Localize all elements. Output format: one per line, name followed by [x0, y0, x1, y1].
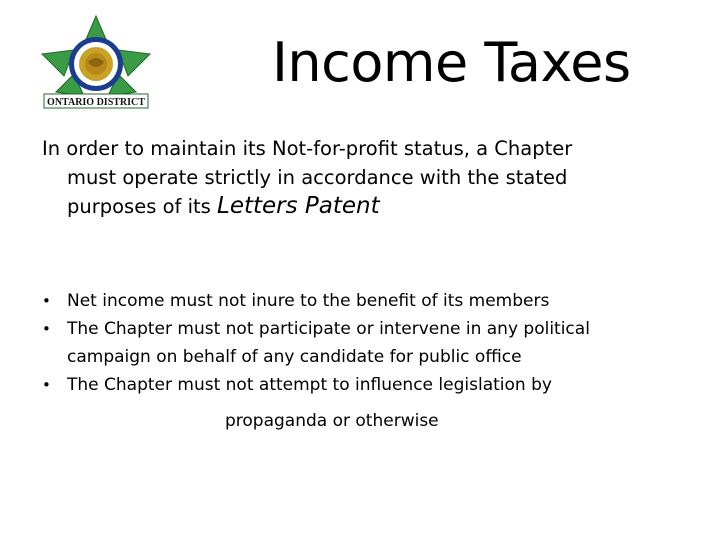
intro-line-3 — [42, 192, 692, 221]
list-item-text-continued: campaign on behalf of any candidate for public office — [67, 347, 522, 367]
bullet-marker: • — [42, 320, 51, 338]
list-item-text: The Chapter must not attempt to influence legislation by — [67, 375, 552, 395]
logo-text: ONTARIO DISTRICT — [47, 97, 145, 108]
intro-line-1: In order to maintain its Not-for-profit status, a Chapter — [42, 137, 573, 160]
list-item-text: Net income must not inure to the benefit of its members — [67, 291, 550, 311]
letters-patent-emphasis: Letters Patent — [217, 193, 380, 219]
ontario-district-logo — [34, 14, 158, 114]
bullet-marker: • — [42, 292, 51, 310]
intro-line-3-prefix: purposes of its — [67, 195, 217, 218]
list-item-text: The Chapter must not participate or intervene in any political — [67, 319, 590, 339]
intro-paragraph — [42, 134, 692, 221]
bullet-marker: • — [42, 376, 51, 394]
requirements-list — [42, 287, 692, 435]
list-item — [42, 315, 692, 371]
list-item-text-continued: propaganda or otherwise — [225, 411, 439, 431]
list-item — [42, 371, 692, 435]
page-title: Income Taxes — [272, 31, 631, 94]
list-item — [42, 287, 692, 315]
intro-line-2: must operate strictly in accordance with the stated — [67, 166, 568, 189]
